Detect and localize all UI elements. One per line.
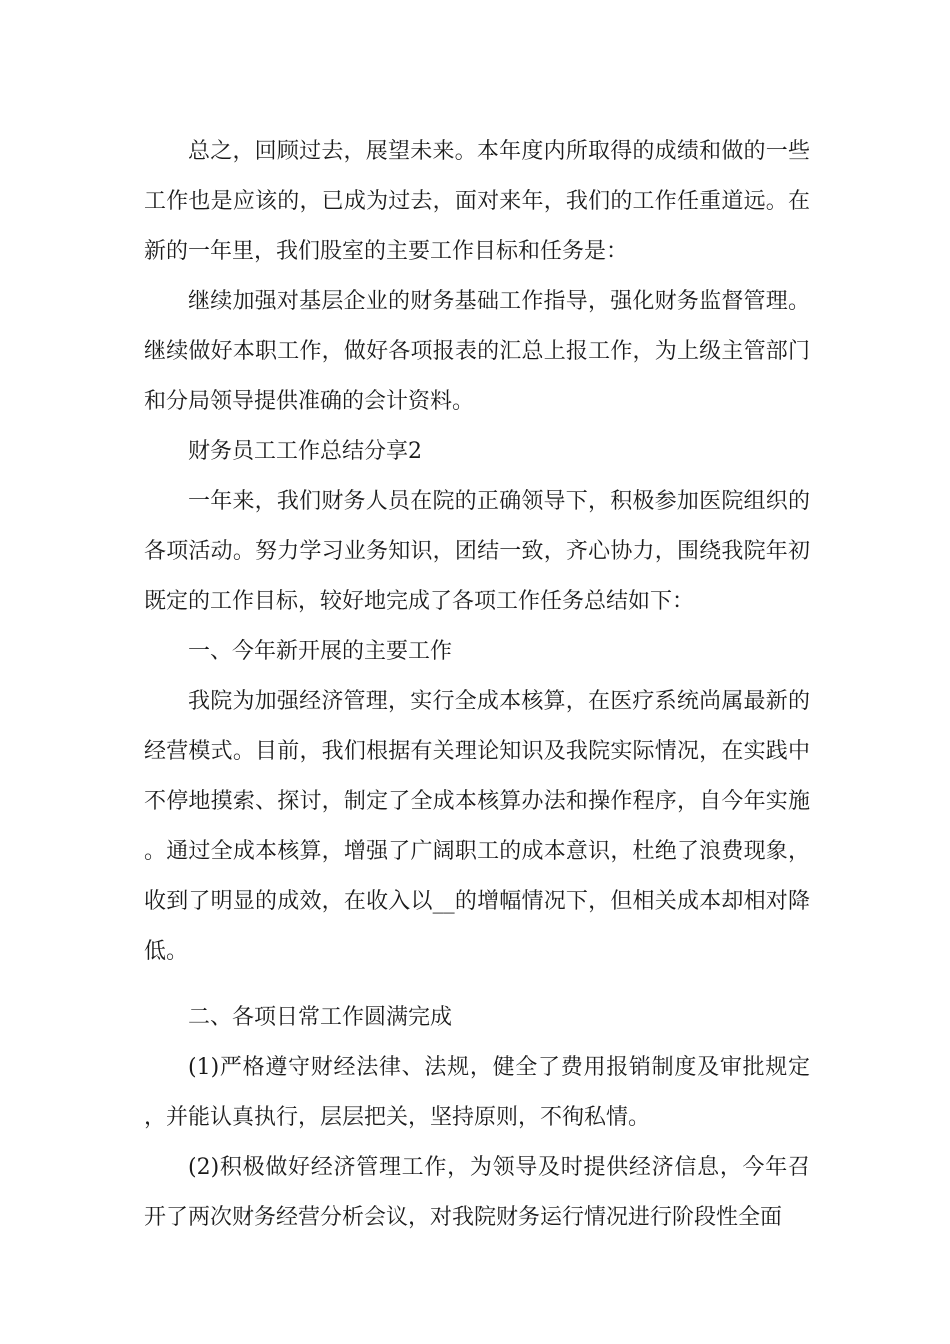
section-heading-share-2: 财务员工工作总结分享2	[188, 439, 422, 464]
paragraph-tasks: 继续加强对基层企业的财务基础工作指导，强化财务监督管理。继续做好本职工作，做好各项报表的汇总上报工作，为上级主管部门和分局领导提供准确的会计资料。	[144, 289, 810, 414]
section-heading-daily-work: 二、各项日常工作圆满完成	[188, 1005, 453, 1030]
section-heading-new-work: 一、今年新开展的主要工作	[188, 639, 453, 664]
paragraph-intro: 一年来，我们财务人员在院的正确领导下，积极参加医院组织的各项活动。努力学习业务知识，团结一致，齐心协力，围绕我院年初既定的工作目标，较好地完成了各项工作任务总结如下：	[144, 489, 810, 614]
paragraph-item-1: (1)严格遵守财经法律、法规，健全了费用报销制度及审批规定，并能认真执行，层层把关，坚持原则，不徇私情。	[144, 1055, 810, 1130]
paragraph-summary: 总之，回顾过去，展望未来。本年度内所取得的成绩和做的一些工作也是应该的，已成为过去，面对来年，我们的工作任重道远。在新的一年里，我们股室的主要工作目标和任务是：	[144, 139, 810, 264]
paragraph-cost-accounting: 我院为加强经济管理，实行全成本核算，在医疗系统尚属最新的经营模式。目前，我们根据有关理论知识及我院实际情况，在实践中不停地摸索、探讨，制定了全成本核算办法和操作程序，自今年实施。通过全成本核算，增强了广阔职工的成本意识，杜绝了浪费现象，收到了明显的成效，在收入以__的增幅情况下，但相关成本却相对降低。	[144, 689, 810, 964]
paragraph-item-2: (2)积极做好经济管理工作，为领导及时提供经济信息，今年召开了两次财务经营分析会议，对我院财务运行情况进行阶段性全面	[144, 1155, 810, 1230]
document-body	[144, 127, 810, 1243]
